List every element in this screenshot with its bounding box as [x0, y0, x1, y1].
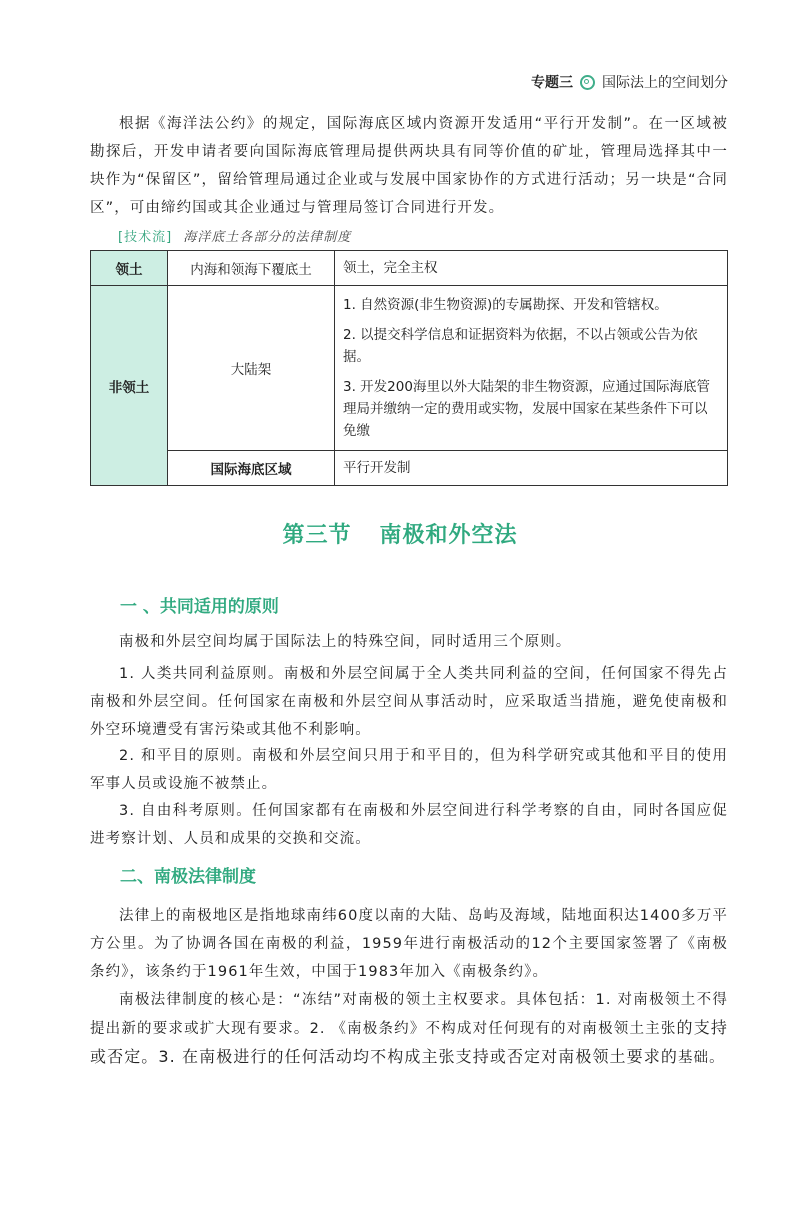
chapter-label: 专题三: [531, 75, 573, 91]
antarctic-paragraph-2-part-c: 基础。: [677, 1050, 725, 1066]
section-title: [0, 518, 800, 549]
subheading-common-principles: 一 、共同适用的原则: [120, 597, 279, 617]
table-caption: [118, 226, 351, 245]
shelf-rule-2: 2. 以提交科学信息和证据资料为依据，不以占领或公告为依据。: [343, 327, 698, 365]
cell-seabed-area: 国际海底区域: [168, 451, 335, 486]
principle-1: 1. 人类共同利益原则。南极和外层空间属于全人类共同利益的空间，任何国家不得先占南极和外层空间。任何国家在南极和外层空间从事活动时，应采取适当措施，避免使南极和外空环境遭受有害污染或其他不利影响。: [90, 666, 728, 738]
section-name: 南极和外空法: [379, 523, 518, 548]
principle-3: 3. 自由科考原则。任何国家都有在南极和外层空间进行科学考察的自由，同时各国应促进考察计划、人员和成果的交换和交流。: [90, 803, 728, 847]
chapter-title: 国际法上的空间划分: [602, 75, 728, 91]
shelf-rule-3: 3. 开发200海里以外大陆架的非生物资源，应通过国际海底管理局并缴纳一定的费用或实物，发展中国家在某些条件下可以免缴: [343, 379, 710, 439]
running-header: [531, 72, 728, 92]
principle-2: 2. 和平目的原则。南极和外层空间只用于和平目的，但为科学研究或其他和平目的使用军事人员或设施不被禁止。: [90, 748, 728, 792]
antarctic-paragraph-2-part-a: 南极法律制度的核心是：“冻结”对南极的领土主权要求。具体包括：1. 对南极领土不得提出新的要求或扩大现有要求。2. 《南极条约》不构成对任何现有的对南极领土主张: [90, 992, 728, 1037]
section-number: 第三节: [282, 523, 352, 548]
table-row: [91, 286, 728, 451]
shelf-rule-1: 1. 自然资源(非生物资源)的专属勘探、开发和管辖权。: [343, 297, 668, 313]
principles-intro: 南极和外层空间均属于国际法上的特殊空间，同时适用三个原则。: [119, 634, 572, 650]
cell-inner-waters: 内海和领海下覆底土: [168, 251, 335, 286]
cell-non-territory: 非领土: [91, 286, 168, 486]
cell-continental-shelf: 大陆架: [168, 286, 335, 451]
cell-full-sovereignty: 领土，完全主权: [335, 251, 728, 286]
antarctic-paragraph-1: 法律上的南极地区是指地球南纬60度以南的大陆、岛屿及海域，陆地面积达1400多万平方公里。为了协调各国在南极的利益，1959年进行南极活动的12个主要国家签署了《南极条约》，该条约于1961年生效，中国于1983年加入《南极条约》。: [90, 908, 728, 980]
cell-parallel-system: 平行开发制: [335, 451, 728, 486]
antarctic-paragraph-2: [90, 986, 728, 1072]
seabed-law-table: [90, 250, 728, 486]
antarctic-paragraph-2-part-b: 的支持或否定。3. 在南极进行的任何活动均不构成主张支持或否定对南极领土要求的: [90, 1018, 728, 1066]
caption-text: 海洋底土各部分的法律制度: [183, 230, 352, 245]
caption-tag: [技术流]: [118, 230, 173, 245]
double-circle-icon: [580, 75, 595, 90]
subheading-antarctic-law: 二、南极法律制度: [120, 867, 256, 887]
table-row: [91, 451, 728, 486]
cell-territory: 领土: [91, 251, 168, 286]
cell-shelf-rights: [335, 286, 728, 451]
table-row: [91, 251, 728, 286]
intro-paragraph: 根据《海洋法公约》的规定，国际海底区域内资源开发适用“平行开发制”。在一区域被勘探后，开发申请者要向国际海底管理局提供两块具有同等价值的矿址，管理局选择其中一块作为“保留区”，留给管理局通过企业或与发展中国家协作的方式进行活动；另一块是“合同区”，可由缔约国或其企业通过与管理局签订合同进行开发。: [90, 116, 728, 216]
